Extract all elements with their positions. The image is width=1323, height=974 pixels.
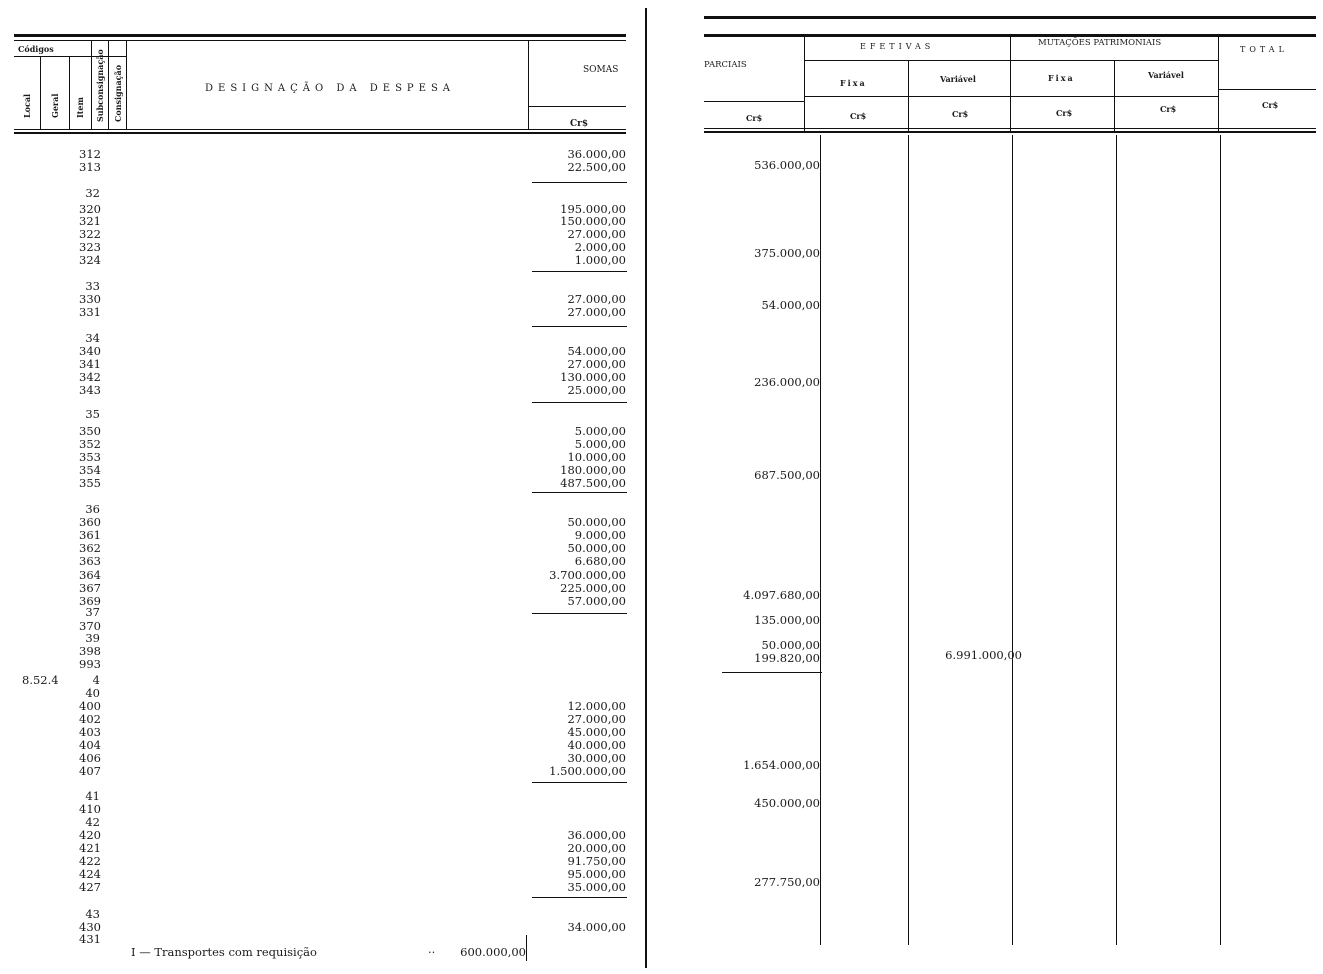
row-item-code: 352 [79, 437, 101, 451]
row-item-code: 343 [79, 383, 101, 397]
table-row [0, 658, 630, 670]
table-row [0, 632, 630, 644]
row-amount: 25.000,00 [567, 383, 626, 397]
row-item-code: 364 [79, 568, 101, 582]
row-item-code: 402 [79, 712, 101, 726]
row-amount: 487.500,00 [560, 476, 626, 490]
row-amount: 27.000,00 [567, 292, 626, 306]
row-item-code: 410 [79, 802, 101, 816]
parcial-amount: 375.000,00 [754, 246, 820, 260]
col-divider [69, 56, 70, 130]
row-item-code: 367 [79, 581, 101, 595]
table-row [0, 384, 630, 396]
table-row [0, 881, 630, 893]
table-row [0, 842, 630, 854]
parcial-amount: 687.500,00 [754, 468, 820, 482]
row-item-code: 320 [79, 202, 101, 216]
left-page [0, 0, 630, 974]
row-amount: 6.680,00 [574, 554, 626, 568]
subtotal-rule [532, 897, 627, 898]
row-item-code: 331 [79, 305, 101, 319]
table-row [0, 582, 630, 594]
table-row [0, 829, 630, 841]
row-item-code: 427 [79, 880, 101, 894]
subtotal-rule [532, 782, 627, 783]
col-item-header: Item [75, 97, 85, 118]
row-amount: 2.000,00 [574, 240, 626, 254]
table-row [0, 868, 630, 880]
table-row [0, 451, 630, 463]
table-row [0, 555, 630, 567]
efetivas-variavel-total: 6.991.000,00 [945, 648, 1022, 662]
table-row [0, 687, 630, 699]
body-col-rule [820, 135, 821, 945]
parcial-amount: 135.000,00 [754, 613, 820, 627]
row-amount: 34.000,00 [567, 920, 626, 934]
parcial-amount: 277.750,00 [754, 875, 820, 889]
table-row [0, 908, 630, 920]
parcial-amount: 54.000,00 [761, 298, 820, 312]
row-amount: 54.000,00 [567, 344, 626, 358]
row-item-code: 407 [79, 764, 101, 778]
body-col-rule [1012, 135, 1013, 945]
row-amount: 27.000,00 [567, 712, 626, 726]
row-geral-code: 39 [85, 631, 100, 645]
currency-label: Cr$ [952, 109, 969, 119]
table-row [0, 674, 630, 686]
col-subconsignacao-header: Subconsignação [95, 49, 105, 122]
row-item-code: 313 [79, 160, 101, 174]
row-item-code: 362 [79, 541, 101, 555]
row-item-code: 322 [79, 227, 101, 241]
row-amount: 40.000,00 [567, 738, 626, 752]
right-page [660, 0, 1323, 974]
row-amount: 57.000,00 [567, 594, 626, 608]
table-row [0, 503, 630, 515]
row-amount: 27.000,00 [567, 227, 626, 241]
row-item-code: 420 [79, 828, 101, 842]
parcial-amount: 450.000,00 [754, 796, 820, 810]
col-geral-header: Geral [50, 93, 60, 118]
table-row [0, 477, 630, 489]
table-row [0, 408, 630, 420]
row-item-code: 321 [79, 214, 101, 228]
somas-rule [528, 106, 626, 107]
row-dots: ·· [428, 945, 436, 959]
body-col-rule [1116, 135, 1117, 945]
currency-label: Cr$ [746, 113, 763, 123]
col-divider [1218, 34, 1219, 132]
row-item-code: 342 [79, 370, 101, 384]
row-amount: 36.000,00 [567, 147, 626, 161]
row-item-code: 422 [79, 854, 101, 868]
table-row [0, 739, 630, 751]
variavel-header: Variável [940, 74, 976, 84]
row-item-code: 341 [79, 357, 101, 371]
table-row [0, 933, 630, 945]
row-item-code: 424 [79, 867, 101, 881]
table-row [0, 241, 630, 253]
table-row [0, 946, 630, 958]
row-item-code: 330 [79, 292, 101, 306]
row-amount: 20.000,00 [567, 841, 626, 855]
row-geral-code: 42 [85, 815, 100, 829]
row-item-code: 350 [79, 424, 101, 438]
row-amount: 10.000,00 [567, 450, 626, 464]
subtotal-rule [532, 402, 627, 403]
table-row [0, 726, 630, 738]
currency-label: Cr$ [1056, 108, 1073, 118]
header-top-rule [704, 16, 1316, 19]
table-row [0, 438, 630, 450]
col-divider [804, 34, 805, 132]
currency-label: Cr$ [1262, 100, 1279, 110]
row-amount: 27.000,00 [567, 357, 626, 371]
row-geral-code: 40 [85, 686, 100, 700]
fixa-header: Fixa [840, 78, 867, 88]
total-rule [722, 672, 822, 673]
row-item-code: 323 [79, 240, 101, 254]
subtotal-rule [532, 492, 627, 493]
table-row [0, 606, 630, 618]
row-amount: 35.000,00 [567, 880, 626, 894]
currency-label: Cr$ [570, 119, 589, 129]
table-row [0, 161, 630, 173]
row-amount: 150.000,00 [560, 214, 626, 228]
table-row [0, 280, 630, 292]
row-amount: 45.000,00 [567, 725, 626, 739]
efetivas-header: EFETIVAS [860, 42, 935, 51]
row-item-code: 993 [79, 657, 101, 671]
header-bottom-rule [14, 129, 626, 130]
header-sub-rule [1218, 89, 1316, 90]
row-geral-code: 32 [85, 186, 100, 200]
row-amount: 95.000,00 [567, 867, 626, 881]
row-description: I — Transportes com requisição [131, 945, 317, 959]
table-row [0, 254, 630, 266]
row-amount: 27.000,00 [567, 305, 626, 319]
row-item-code: 400 [79, 699, 101, 713]
row-geral-code: 35 [85, 407, 100, 421]
row-amount: 5.000,00 [574, 424, 626, 438]
table-row [0, 765, 630, 777]
row-item-code: 361 [79, 528, 101, 542]
table-row [0, 293, 630, 305]
somas-header: SOMAS [583, 65, 619, 75]
table-row [0, 790, 630, 802]
table-row [0, 464, 630, 476]
row-amount: 130.000,00 [560, 370, 626, 384]
row-item-code: 340 [79, 344, 101, 358]
header-sub-rule [704, 101, 804, 102]
col-divider [908, 60, 909, 132]
col-divider [126, 40, 127, 130]
variavel-header: Variável [1148, 70, 1184, 80]
table-row [0, 187, 630, 199]
table-row [0, 332, 630, 344]
col-divider [91, 40, 92, 130]
table-row [0, 855, 630, 867]
table-row [0, 569, 630, 581]
row-geral-code: 4 [92, 673, 100, 687]
table-row [0, 358, 630, 370]
col-local-header: Local [22, 93, 32, 118]
row-amount: 12.000,00 [567, 699, 626, 713]
row-geral-code: 36 [85, 502, 100, 516]
row-amount: 50.000,00 [567, 515, 626, 529]
row-amount: 180.000,00 [560, 463, 626, 477]
header-bottom-rule-thick [14, 132, 626, 134]
total-header: TOTAL [1240, 45, 1288, 54]
subtotal-rule [532, 326, 627, 327]
row-amount: 3.700.000,00 [549, 568, 626, 582]
parcial-amount: 236.000,00 [754, 375, 820, 389]
col-divider [40, 56, 41, 130]
parciais-header: PARCIAIS [704, 60, 747, 70]
row-item-code: 355 [79, 476, 101, 490]
row-item-code: 324 [79, 253, 101, 267]
row-item-code: 369 [79, 594, 101, 608]
row-amount: 195.000,00 [560, 202, 626, 216]
table-row [0, 752, 630, 764]
col-divider [528, 40, 529, 130]
row-item-code: 398 [79, 644, 101, 658]
table-row [0, 425, 630, 437]
currency-label: Cr$ [1160, 104, 1177, 114]
row-amount: 1.000,00 [574, 253, 626, 267]
row-geral-code: 34 [85, 331, 100, 345]
subtotal-rule [532, 182, 627, 183]
row-item-code: 353 [79, 450, 101, 464]
table-row [0, 371, 630, 383]
row-item-code: 354 [79, 463, 101, 477]
row-item-code: 403 [79, 725, 101, 739]
row-item-code: 370 [79, 619, 101, 633]
parcial-amount: 1.654.000,00 [743, 758, 820, 772]
row-item-code: 404 [79, 738, 101, 752]
parcial-amount: 536.000,00 [754, 158, 820, 172]
table-row [0, 542, 630, 554]
row-geral-code: 33 [85, 279, 100, 293]
header-top-rule [14, 34, 626, 37]
row-amount: 22.500,00 [567, 160, 626, 174]
header-top-rule-thin [14, 40, 626, 41]
row-item-code: 360 [79, 515, 101, 529]
table-row [0, 713, 630, 725]
row-item-code: 406 [79, 751, 101, 765]
fixa-header: Fixa [1048, 73, 1075, 83]
row-amount: 50.000,00 [567, 541, 626, 555]
row-geral-code: 37 [85, 605, 100, 619]
header-mid-rule [804, 60, 1218, 61]
subtotal-rule [532, 271, 627, 272]
table-row [0, 700, 630, 712]
header-sub-rule [804, 96, 1218, 97]
parcial-amount: 50.000,00 [761, 638, 820, 652]
body-col-rule [908, 135, 909, 945]
currency-label: Cr$ [850, 111, 867, 121]
col-divider [108, 40, 109, 130]
body-col-rule [1220, 135, 1221, 945]
page-gutter [645, 8, 647, 968]
row-geral-code: 41 [85, 789, 100, 803]
table-row [0, 306, 630, 318]
row-local-code: 8.52.4 [22, 673, 59, 687]
row-amount: 225.000,00 [560, 581, 626, 595]
row-geral-code: 43 [85, 907, 100, 921]
row-amount: 5.000,00 [574, 437, 626, 451]
table-row [0, 228, 630, 240]
designation-header: DESIGNAÇÃO DA DESPESA [205, 83, 456, 94]
row-amount: 1.500.000,00 [549, 764, 626, 778]
table-row [0, 529, 630, 541]
row-item-code: 430 [79, 920, 101, 934]
table-row [0, 645, 630, 657]
table-row [0, 516, 630, 528]
col-divider [1114, 60, 1115, 132]
row-amount: 36.000,00 [567, 828, 626, 842]
codes-rule [14, 56, 126, 57]
table-row [0, 803, 630, 815]
col-divider [1010, 34, 1011, 132]
row-item-code: 421 [79, 841, 101, 855]
row-amount: 9.000,00 [574, 528, 626, 542]
codes-header: Códigos [18, 44, 54, 54]
row-item-code: 431 [79, 932, 101, 946]
row-amount: 600.000,00 [460, 945, 526, 959]
mutacoes-header: MUTAÇÕES PATRIMONIAIS [1038, 38, 1162, 48]
table-row [0, 215, 630, 227]
row-item-code: 312 [79, 147, 101, 161]
row-amount: 30.000,00 [567, 751, 626, 765]
row-amount: 91.750,00 [567, 854, 626, 868]
row-item-code: 363 [79, 554, 101, 568]
table-row [0, 816, 630, 828]
col-consignacao-header: Consignação [113, 64, 123, 122]
table-row [0, 345, 630, 357]
parcial-amount: 199.820,00 [754, 651, 820, 665]
table-row [0, 148, 630, 160]
parcial-amount: 4.097.680,00 [743, 588, 820, 602]
